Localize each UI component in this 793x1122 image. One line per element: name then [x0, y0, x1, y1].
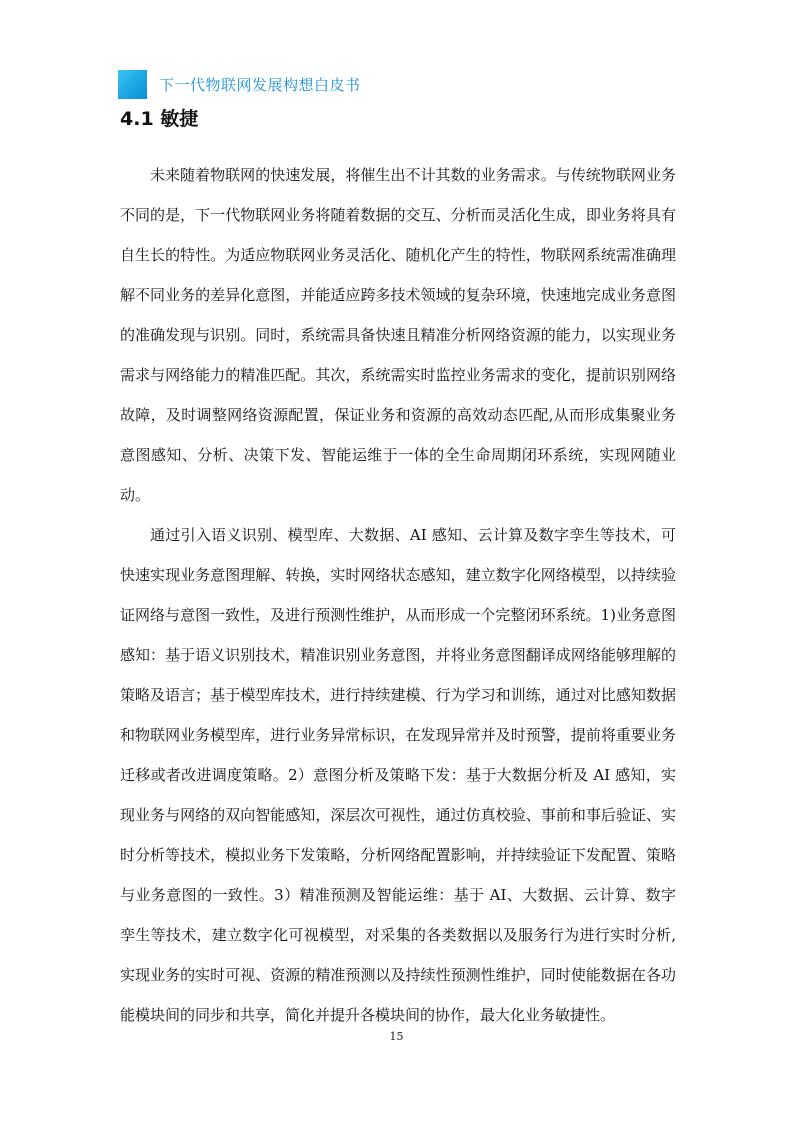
section-heading: 4.1 敏捷 — [120, 108, 199, 130]
paragraph-2: 通过引入语义识别、模型库、大数据、AI 感知、云计算及数字孪生等技术，可快速实现业务意图理解、转换，实时网络状态感知，建立数字化网络模型，以持续验证网络与意图一致性，及进行预测性维护，从而形成一个完整闭环系统。1)业务意图感知：基于语义识别技术，精准识别业务意图，并将业务意图翻译成网络能够理解的策略及语言；基于模型库技术，进行持续建模、行为学习和训练，通过对比感知数据和物联网业务模型库，进行业务异常标识，在发现异常并及时预警，提前将重要业务迁移或者改进调度策略。2）意图分析及策略下发：基于大数据分析及 AI 感知，实现业务与网络的双向智能感知，深层次可视性，通过仿真校验、事前和事后验证、实时分析等技术，模拟业务下发策略，分析网络配置影响，并持续验证下发配置、策略与业务意图的一致性。3）精准预测及智能运维：基于 AI、大数据、云计算、数字孪生等技术，建立数字化可视模型，对采集的各类数据以及服务行为进行实时分析,实现业务的实时可视、资源的精准预测以及持续性预测性维护，同时使能数据在各功能模块间的同步和共享，简化并提升各模块间的协作，最大化业务敏捷性。 — [120, 526, 676, 1024]
document-title: 下一代物联网发展构想白皮书 — [159, 76, 361, 94]
page-number: 15 — [389, 1030, 404, 1043]
header-logo-block — [118, 70, 147, 99]
body-text — [120, 155, 676, 1035]
paragraph-1: 未来随着物联网的快速发展，将催生出不计其数的业务需求。与传统物联网业务不同的是，下一代物联网业务将随着数据的交互、分析而灵活化生成，即业务将具有自生长的特性。为适应物联网业务灵活化、随机化产生的特性，物联网系统需准确理解不同业务的差异化意图，并能适应跨多技术领域的复杂环境，快速地完成业务意图的准确发现与识别。同时，系统需具备快速且精准分析网络资源的能力，以实现业务需求与网络能力的精准匹配。其次，系统需实时监控业务需求的变化，提前识别网络故障，及时调整网络资源配置，保证业务和资源的高效动态匹配,从而形成集聚业务意图感知、分析、决策下发、智能运维于一体的全生命周期闭环系统，实现网随业动。 — [120, 166, 676, 504]
document-header — [118, 70, 361, 99]
